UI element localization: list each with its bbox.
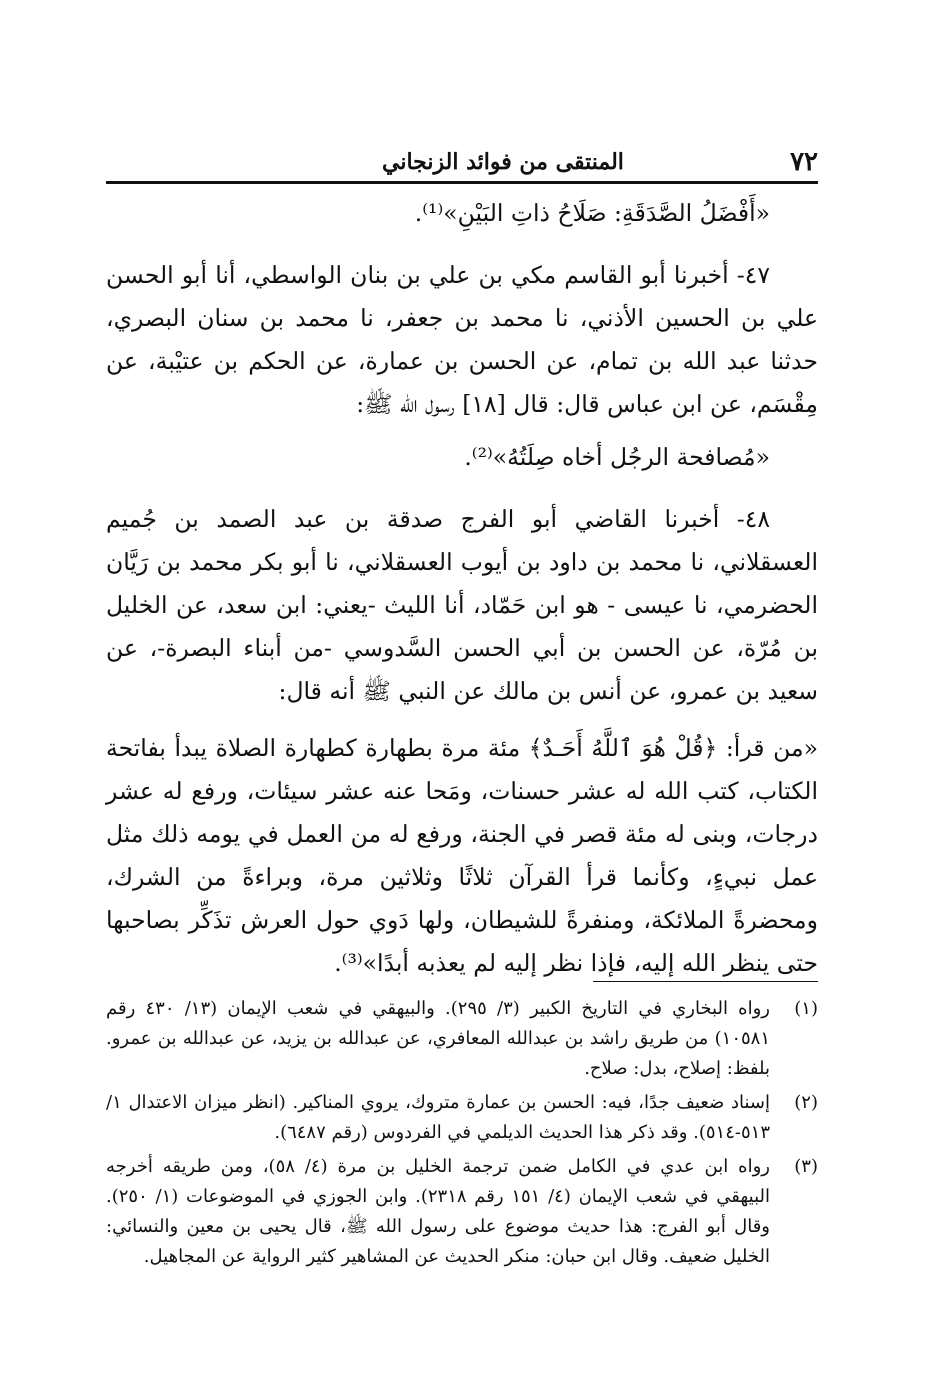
page-number: ٧٢ <box>790 147 818 177</box>
footnote-text: إسناد ضعيف جدًا، فيه: الحسن بن عمارة متروك، يروي المناكير. (انظر ميزان الاعتدال ١/ ٥١٣-٥١٤). وقد ذكر هذا الحديث الديلمي في الفردوس (رقم ٦٤٨٧). <box>106 1092 771 1143</box>
footnote-text: رواه البخاري في التاريخ الكبير (٣/ ٢٩٥). والبيهقي في شعب الإيمان (١٣/ ٤٣٠ رقم ١٠٥٨١) من طريق راشد بن عبدالله المعافري، عن عبدالله بن يزيد، عن عبدالله بن عمرو. بلفظ: إصلاح، بدل: صلاح. <box>106 998 770 1079</box>
header-rule <box>106 181 818 184</box>
running-title: المنتقى من فوائد الزنجاني <box>382 149 624 175</box>
footnote-3 <box>106 1152 818 1272</box>
footnote-number: (٣) <box>794 1156 818 1177</box>
footnote-2 <box>106 1088 818 1148</box>
hadith-46-quote: «أَفْضَلُ الصَّدَقَةِ: صَلَاحُ ذاتِ البَيْنِ»⁽¹⁾. <box>414 199 770 227</box>
hadith-47-isnad: ٤٧- أخبرنا أبو القاسم مكي بن علي بن بنان الواسطي، أنا أبو الحسن علي بن الحسين الأذني، نا محمد بن جعفر، نا محمد بن سنان البصري، حدثنا عبد الله بن تمام، عن الحسن بن عمارة، عن الحكم بن عتيْبة، عن مِقْسَم، عن ابن عباس قال: قال [١٨] رسول الله ﷺ: <box>106 261 818 418</box>
footnote-text: رواه ابن عدي في الكامل ضمن ترجمة الخليل بن مرة (٤/ ٥٨)، ومن طريقه أخرجه البيهقي في شعب الإيمان (٤/ ١٥١ رقم ٢٣١٨). وابن الجوزي في الموضوعات (١/ ٢٥٠). وقال أبو الفرج: هذا حديث موضوع على رسول الله ﷺ، قال يحيى بن معين والنسائي: الخليل ضعيف. وقال ابن حبان: منكر الحديث عن المشاهير كثير الرواية عن المجاهيل. <box>106 1156 770 1267</box>
hadith-48-isnad: ٤٨- أخبرنا القاضي أبو الفرج صدقة بن عبد الصمد بن جُميم العسقلاني، نا محمد بن داود بن أيوب العسقلاني، نا أبو بكر محمد بن رَيَّان الحضرمي، نا عيسى - هو ابن حَمّاد، أنا الليث -يعني: ابن سعد، عن الخليل بن مُرّة، عن الحسن بن أبي الحسن السَّدوسي -من أبناء البصرة-، عن سعيد بن عمرو، عن أنس بن مالك عن النبي ﷺ أنه قال: <box>106 505 818 705</box>
footnote-number: (١) <box>794 998 818 1019</box>
footnote-1 <box>106 994 818 1084</box>
footnotes <box>106 994 818 1276</box>
footnote-separator <box>593 981 818 982</box>
footnote-number: (٢) <box>794 1092 818 1113</box>
hadith-47-quote: «مُصافحة الرجُل أخاه صِلَتُهُ»⁽²⁾. <box>464 443 770 471</box>
hadith-48-matn: «من قرأ: ﴿قُلْ هُوَ ٱللَّهُ أَحَـدٌ﴾ مئة مرة بطهارة كطهارة الصلاة يبدأ بفاتحة الكتاب، كتب الله له عشر حسنات، ومَحا عنه عشر سيئات، ورفع له عشر درجات، وبنى له مئة قصر في الجنة، ورفع له من العمل في يومه ذلك مثل عمل نبيءٍ، وكأنما قرأ القرآن ثلاثًا وثلاثين مرة، وبراءةً من الشرك، ومحضرةً الملائكة، ومنفرةً للشيطان، ولها دَوي حول العرش تذَكِّر بصاحبها حتى ينظر الله إليه، فإذا نظر إليه لم يعذبه أبدًا»⁽³⁾. <box>106 734 818 977</box>
page-header <box>106 146 818 178</box>
main-text <box>106 192 818 985</box>
